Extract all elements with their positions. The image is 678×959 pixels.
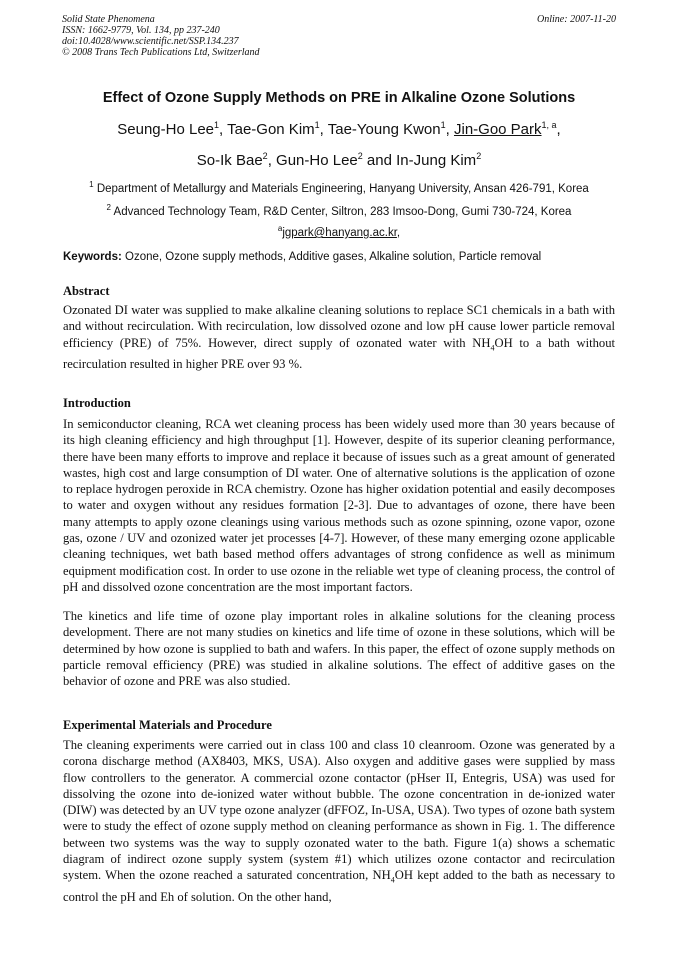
corresponding-author-name: Jin-Goo Park xyxy=(453,121,542,138)
author-sup: 2 xyxy=(262,151,268,161)
subscript: 4 xyxy=(490,343,495,353)
abstract-heading: Abstract xyxy=(63,284,110,298)
author-sep: , xyxy=(219,121,228,138)
author-sep: , xyxy=(445,121,454,138)
author-sup: 1 xyxy=(440,120,446,130)
copyright-line: © 2008 Trans Tech Publications Ltd, Switzerland xyxy=(62,47,260,58)
author-sep: and xyxy=(362,152,397,169)
introduction-paragraph-2: The kinetics and life time of ozone play important roles in alkaline solutions for the cleaning process development. There are not many studies on kinetics and life time of ozone in these solutions, which will be determined by how ozone is supplied to bath and wafers. In this paper, the effect of ozone supply methods on particle removal efficiency (PRE) was studied in alkaline solutions. The effect of additive gases on the behavior of ozone and PRE was also studied. xyxy=(63,609,615,689)
authors-line-1 xyxy=(0,120,678,138)
author-name: Seung-Ho Lee xyxy=(117,121,215,138)
keywords-text: Ozone, Ozone supply methods, Additive gases, Alkaline solution, Particle removal xyxy=(125,251,542,263)
author-sup: 1 xyxy=(214,120,220,130)
affiliation-num: 2 xyxy=(106,203,111,212)
keywords-line xyxy=(63,251,541,263)
experimental-text: OH kept added to the bath as necessary to control the pH and Eh of solution. On the other hand, xyxy=(63,868,616,905)
keywords-label: Keywords: xyxy=(63,251,122,263)
authors-line-2 xyxy=(0,151,678,169)
author-sup: 1, a xyxy=(541,120,557,130)
author-sup: 2 xyxy=(357,151,363,161)
introduction-paragraph-1: In semiconductor cleaning, RCA wet cleaning process has been widely used more than 30 years because of its high cleaning efficiency and high throughput [1]. However, despite of its superior cleaning performance, there have been many efforts to improve and replace it because of issues such as a great amount of generated wastes, high cost and large consumption of DI water. One of alternative solutions is the application of ozone to replace hydrogen peroxide in RCA chemistry. Ozone has higher oxidation potential and easily decomposes to water and oxygen without any residues formation [2-3]. Due to advantages of ozone, there have been many attempts to apply ozone cleanings using various methods such as ozone spinning, ozone vapor, ozone gas, ozone / UV and ozonized water jet processes [4-7]. However, of these many emerging ozone applicable cleaning techniques, wet bath based method offers advantages of strong confidence as well as minimum equipment modification cost. In order to use ozone in the reliable wet type of cleaning process, the control of pH and dissolved ozone concentration are the most important factors. xyxy=(63,417,615,594)
affiliation-2 xyxy=(0,203,678,218)
subscript: 4 xyxy=(390,875,395,885)
journal-header xyxy=(62,14,260,58)
paper-title: Effect of Ozone Supply Methods on PRE in Alkaline Ozone Solutions xyxy=(102,90,576,106)
email-sup: a xyxy=(277,224,283,233)
doi-line: doi:10.4028/www.scientific.net/SSP.134.237 xyxy=(62,36,239,47)
abstract-text: Ozonated DI water was supplied to make alkaline cleaning solutions to replace SC1 chemicals in a bath with and without recirculation. With recirculation, low dissolved ozone and low pH cause lower particle removal efficiency (PRE) of 75%. However, direct supply of ozonated water with NH xyxy=(63,303,615,350)
author-email xyxy=(0,224,678,239)
author-name: So-Ik Bae xyxy=(196,152,263,169)
email-link[interactable]: jgpark@hanyang.ac.kr xyxy=(282,226,397,239)
email-tail: , xyxy=(396,226,401,239)
experimental-paragraph xyxy=(63,737,615,905)
affiliation-text: Advanced Technology Team, R&D Center, Siltron, 283 Imsoo-Dong, Gumi 730-724, Korea xyxy=(113,205,572,218)
introduction-heading: Introduction xyxy=(63,396,131,410)
author-sep: , xyxy=(267,152,277,169)
author-sep: , xyxy=(319,121,328,138)
online-date: Online: 2007-11-20 xyxy=(537,14,616,25)
experimental-text: The cleaning experiments were carried out in class 100 and class 10 cleanroom. Ozone was generated by a corona discharge method (AX8403, MKS, USA). Also oxygen and additive gases were supplied by mass flow controllers to the generator. A commercial ozone contactor (pHser II, Entegris, USA) was used for dissolving the ozone into de-ionized water without bubble. The ozone concentration in de-ionized water (DIW) was detected by an UV type ozone analyzer (dFFOZ, In-USA, USA). Two types of ozone bath system were to study the effect of ozone supply method on cleaning performance as shown in Fig. 1. The difference between two systems was the way to supply ozonated water to the bath. Figure 1(a) shows a schematic diagram of indirect ozone supply system (system #1) which utilizes ozone contactor and recirculation system. When the ozone reached a saturated concentration, NH xyxy=(63,738,615,883)
author-sep: , xyxy=(556,121,561,138)
author-name: Tae-Young Kwon xyxy=(327,121,441,138)
experimental-heading: Experimental Materials and Procedure xyxy=(63,718,272,732)
journal-name: Solid State Phenomena xyxy=(62,14,155,25)
abstract-paragraph xyxy=(63,302,615,373)
author-sup: 2 xyxy=(476,151,482,161)
author-name: Gun-Ho Lee xyxy=(276,152,358,169)
author-sup: 1 xyxy=(314,120,320,130)
affiliation-1 xyxy=(0,180,678,195)
author-name: In-Jung Kim xyxy=(396,152,477,169)
affiliation-text: Department of Metallurgy and Materials Engineering, Hanyang University, Ansan 426-791, Korea xyxy=(96,182,589,195)
affiliation-num: 1 xyxy=(89,180,94,189)
issn-line: ISSN: 1662-9779, Vol. 134, pp 237-240 xyxy=(62,25,220,36)
abstract-text: OH to a bath without recirculation resulted in higher PRE over 93 %. xyxy=(63,335,615,372)
author-name: Tae-Gon Kim xyxy=(227,121,315,138)
